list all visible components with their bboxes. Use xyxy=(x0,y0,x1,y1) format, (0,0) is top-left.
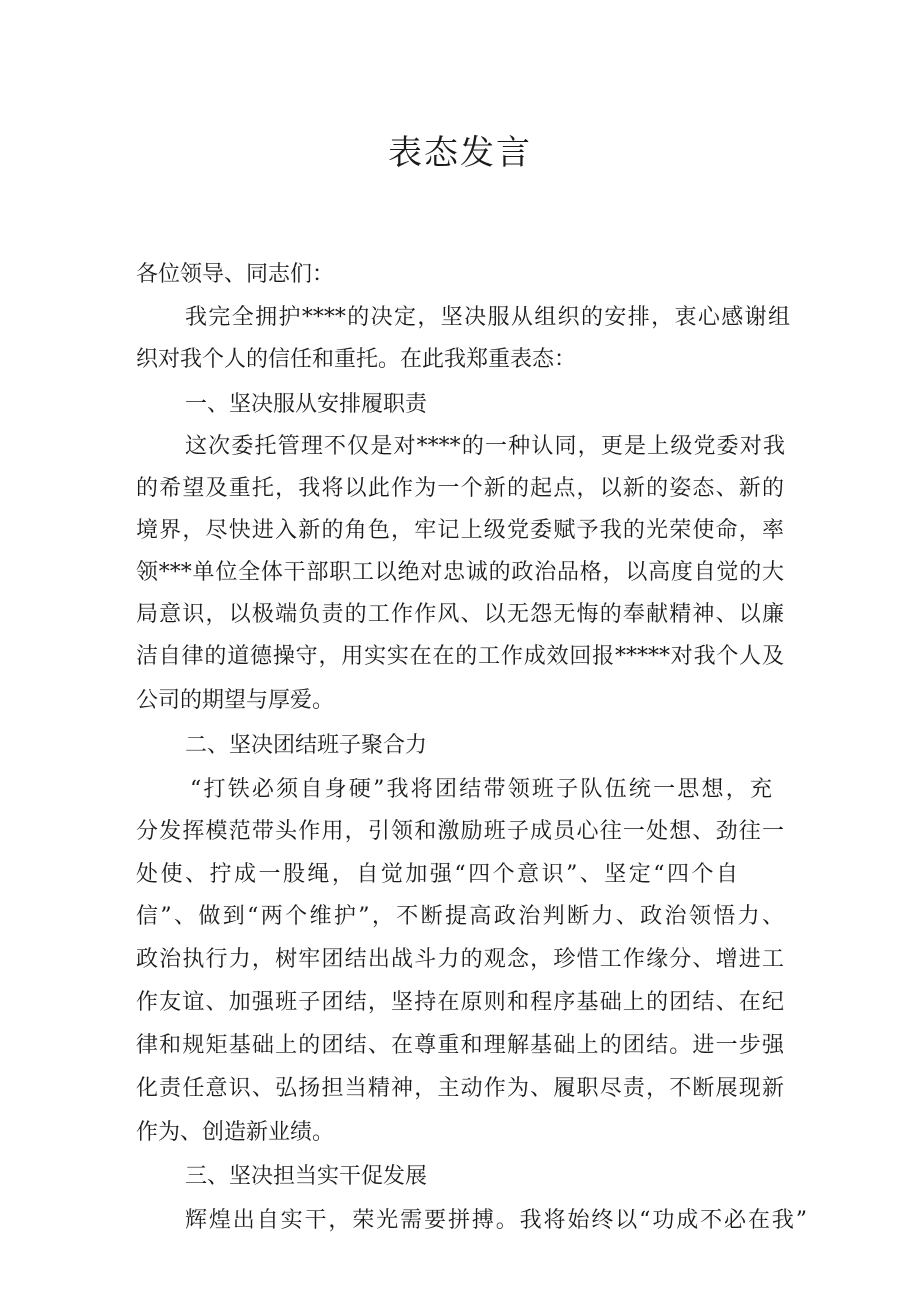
paragraph-line: 辉煌出自实干，荣光需要拼搏。我将始终以“功成不必在我” xyxy=(185,1208,807,1233)
paragraph-line: 化责任意识、弘扬担当精神，主动作为、履职尽责，不断展现新 xyxy=(136,1076,784,1101)
paragraph-line: 作为、创造新业绩。 xyxy=(136,1120,335,1145)
paragraph-line: 分发挥模范带头作用，引领和激励班子成员心往一处想、劲往一 xyxy=(136,819,784,844)
paragraph-line: 洁自律的道德操守，用实实在在的工作成效回报*****对我个人及 xyxy=(136,644,784,669)
paragraph-line: 处使、拧成一股绳，自觉加强“四个意识”、坚定“四个自 xyxy=(136,862,738,887)
paragraph-line: 织对我个人的信任和重托。在此我郑重表态： xyxy=(136,347,577,372)
paragraph-line: 作友谊、加强班子团结，坚持在原则和程序基础上的团结、在纪 xyxy=(136,990,784,1015)
paragraph-line: 公司的期望与厚爱。 xyxy=(136,688,335,713)
section-heading-3: 三、坚决担当实干促发展 xyxy=(185,1164,428,1189)
paragraph-line: 政治执行力，树牢团结出战斗力的观念，珍惜工作缘分、增进工 xyxy=(136,947,784,972)
paragraph-line: 我完全拥护****的决定，坚决服从组织的安排，衷心感谢组 xyxy=(185,305,790,330)
section-heading-1: 一、坚决服从安排履职责 xyxy=(185,392,428,417)
salutation: 各位领导、同志们： xyxy=(136,262,335,287)
paragraph-line: 境界，尽快进入新的角色，牢记上级党委赋予我的光荣使命，率 xyxy=(136,518,784,543)
paragraph-line: “打铁必须自身硬”我将团结带领班子队伍统一思想，充 xyxy=(190,777,772,802)
paragraph-line: 这次委托管理不仅是对****的一种认同，更是上级党委对我 xyxy=(185,434,785,459)
paragraph-line: 领***单位全体干部职工以绝对忠诚的政治品格，以高度自觉的大 xyxy=(136,560,784,585)
document-title: 表态发言 xyxy=(388,133,532,173)
paragraph-line: 信”、做到“两个维护”，不断提高政治判断力、政治领悟力、 xyxy=(136,904,784,929)
paragraph-line: 律和规矩基础上的团结、在尊重和理解基础上的团结。进一步强 xyxy=(136,1033,784,1058)
paragraph-line: 局意识，以极端负责的工作作风、以无怨无悔的奉献精神、以廉 xyxy=(136,602,784,627)
paragraph-line: 的希望及重托，我将以此作为一个新的起点，以新的姿态、新的 xyxy=(136,476,784,501)
section-heading-2: 二、坚决团结班子聚合力 xyxy=(185,733,428,758)
